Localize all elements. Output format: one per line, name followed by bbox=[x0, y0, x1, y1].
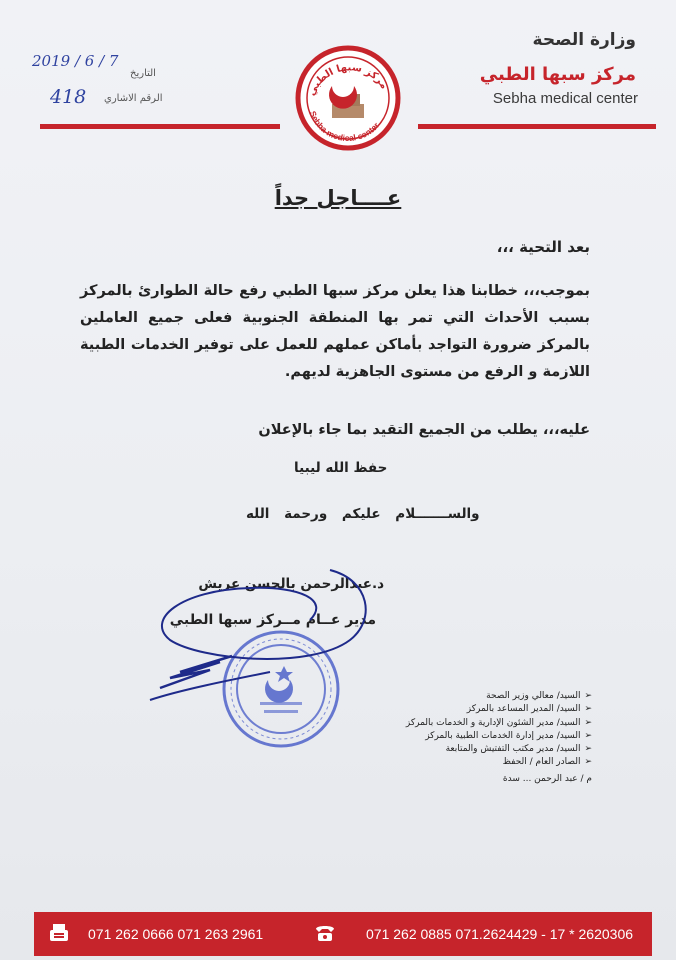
reference-handwritten: 418 bbox=[50, 86, 87, 108]
header-rule-left bbox=[40, 124, 280, 129]
cc-item: ➢الصادر العام / الحفظ bbox=[502, 757, 592, 768]
letter-title: عــــاجل جداً bbox=[274, 186, 402, 210]
letter-body: بموجب،،، خطابنا هذا يعلن مركز سبها الطبي رفع حالة الطوارئ بالمركز بسبب الأحداث التي تمر بها المنطقة الجنوبية فعلى جميع العاملين بالمركز ضرورة التواجد بأماكن عملهم للعمل على توفير الخدمات الطبية اللازمة و الرفع من مستوى الجاهزية لديهم. bbox=[80, 283, 590, 380]
handwritten-signature-icon bbox=[140, 560, 380, 720]
svg-text:مركز سبها الطبي: مركز سبها الطبي bbox=[306, 62, 390, 98]
telephone-icon bbox=[314, 923, 336, 943]
fax-numbers: 071 262 0666 071 263 2961 bbox=[88, 926, 264, 942]
signatory-title: مدير عــام مــركز سبها الطبي bbox=[169, 612, 376, 628]
cc-item: ➢السيد/ مدير الشئون الإدارية و الخدمات بالمركز bbox=[405, 717, 592, 728]
center-name-arabic: مركز سبها الطبي bbox=[479, 64, 636, 85]
date-handwritten: 2019 / 6 / 7 bbox=[32, 52, 119, 70]
fax-icon bbox=[48, 923, 70, 943]
ministry-name: وزارة الصحة bbox=[532, 30, 636, 50]
date-label: التاريخ bbox=[130, 68, 156, 79]
letter-requirement: عليه،،، يطلب من الجميع التقيد بما جاء بالإعلان bbox=[258, 422, 590, 438]
phone-numbers: 071 262 0885 071.2624429 - 17 * 2620306 bbox=[366, 926, 634, 942]
closing-peace: والســـــــلام عليكم ورحمة الله bbox=[246, 506, 480, 522]
cc-footer-note: م / عبد الرحمن ... سدة bbox=[502, 773, 592, 784]
cc-distribution-list bbox=[352, 690, 592, 784]
reference-label: الرقم الاشاري bbox=[104, 93, 163, 104]
cc-item: ➢السيد/ معالي وزير الصحة bbox=[486, 691, 592, 701]
center-name-english: Sebha medical center bbox=[492, 90, 638, 107]
letter-greeting: بعد التحية ،،، bbox=[496, 238, 590, 256]
signatory-name: د.عبدالرحمن بالحسن عريش bbox=[198, 576, 384, 592]
closing-god-protect-libya: حفظ الله ليبيا bbox=[294, 460, 388, 476]
contact-footer bbox=[34, 912, 652, 956]
header-rule-right bbox=[418, 124, 656, 129]
svg-text:Sebha medical center: Sebha medical center bbox=[307, 109, 382, 144]
cc-item: ➢السيد/ المدير المساعد بالمركز bbox=[466, 704, 592, 715]
sebha-medical-logo-icon bbox=[292, 42, 404, 154]
cc-item: ➢السيد/ مدير إدارة الخدمات الطبية بالمركز bbox=[425, 730, 592, 741]
cc-item: ➢السيد/ مدير مكتب التفتيش والمتابعة bbox=[445, 744, 592, 755]
